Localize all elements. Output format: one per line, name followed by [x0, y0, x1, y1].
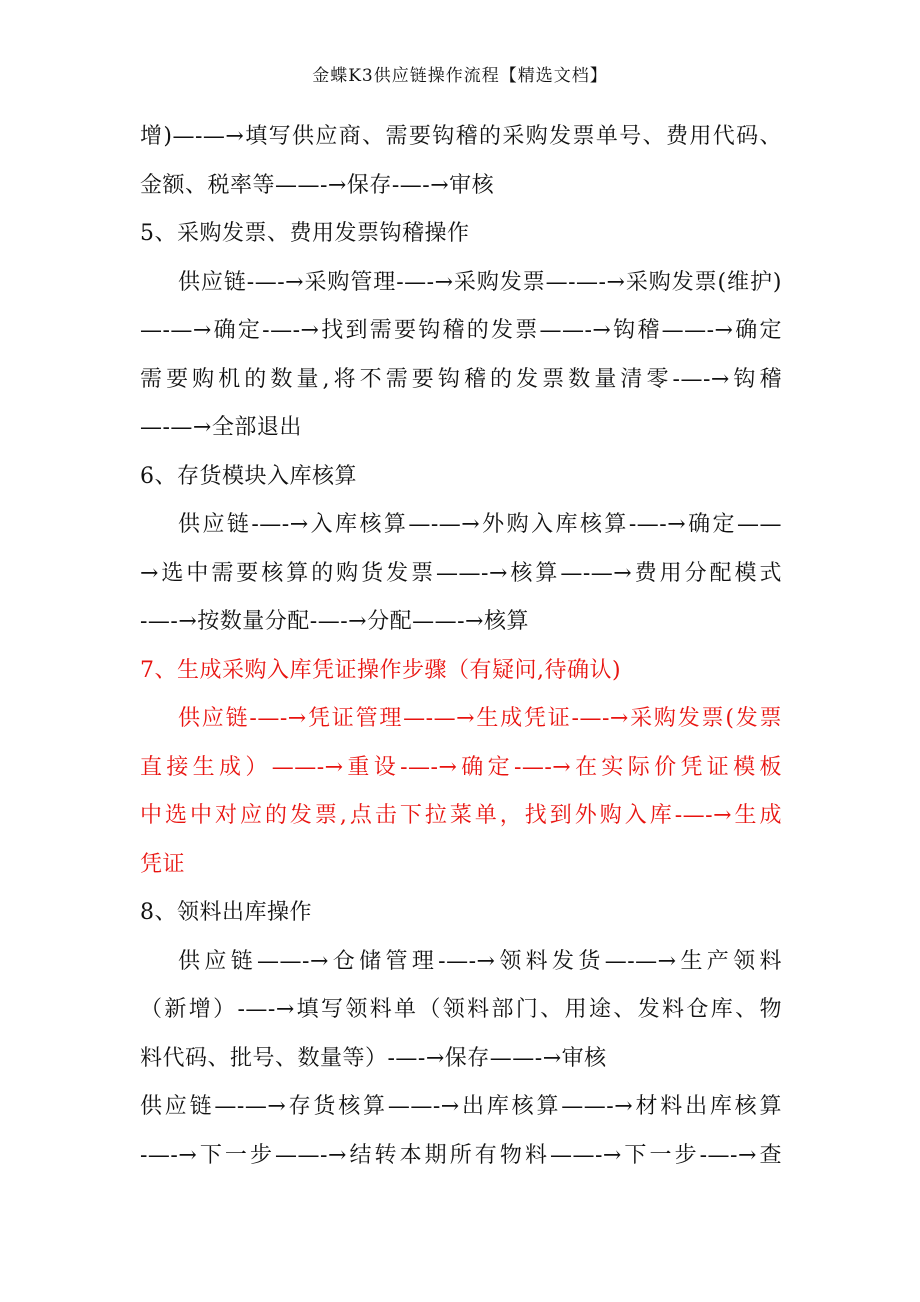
text-line: 增)—-—→填写供应商、需要钩稽的采购发票单号、费用代码、: [140, 124, 782, 149]
text-line: -—-→按数量分配-—-→分配——-→核算: [140, 609, 529, 634]
text-line: -—-→下一步——-→结转本期所有物料——-→下一步-—-→查: [140, 1142, 782, 1168]
document-header: 金蝶K3供应链操作流程【精选文档】: [312, 66, 608, 86]
text-line: —-—→确定-—-→找到需要钩稽的发票——-→钩稽——-→确定: [140, 318, 782, 343]
text-line: 料代码、批号、数量等）-—-→保存——-→审核: [140, 1045, 607, 1071]
text-line: （新增）-—-→填写领料单（领料部门、用途、发料仓库、物: [140, 997, 782, 1022]
text-line: 金额、税率等——-→保存-—-→审核: [140, 172, 495, 198]
text-line-red: 凭证: [140, 851, 186, 877]
section-heading-5: 5、采购发票、费用发票钩稽操作: [140, 221, 470, 246]
section-heading-7: 7、生成采购入库凭证操作步骤（有疑问,待确认): [140, 657, 622, 683]
text-line-red: 供应链-—-→凭证管理—-—→生成凭证-—-→采购发票(发票: [178, 706, 782, 731]
section-heading-8: 8、领料出库操作: [140, 900, 312, 925]
text-line: 需要购机的数量,将不需要钩稽的发票数量清零-—-→钩稽: [140, 366, 782, 392]
text-line: 供应链——-→仓储管理-—-→领料发货—-—→生产领料: [178, 948, 782, 974]
text-line-red: 直接生成）——-→重设-—-→确定-—-→在实际价凭证模板: [140, 754, 782, 780]
section-heading-6: 6、存货模块入库核算: [140, 463, 357, 489]
text-line-red: 中选中对应的发票,点击下拉菜单，找到外购入库-—-→生成: [140, 803, 782, 828]
text-line: →选中需要核算的购货发票——-→核算—-—→费用分配模式: [140, 560, 782, 586]
text-line: —-—→全部退出: [140, 415, 302, 440]
text-line: 供应链—-—→存货核算——-→出库核算——-→材料出库核算: [140, 1094, 782, 1119]
text-line: 供应链-—-→入库核算—-—→外购入库核算-—-→确定——: [178, 512, 782, 537]
document-body: [140, 113, 782, 1180]
text-line: 供应链-—-→采购管理-—-→采购发票—-—-→采购发票(维护): [178, 269, 782, 295]
